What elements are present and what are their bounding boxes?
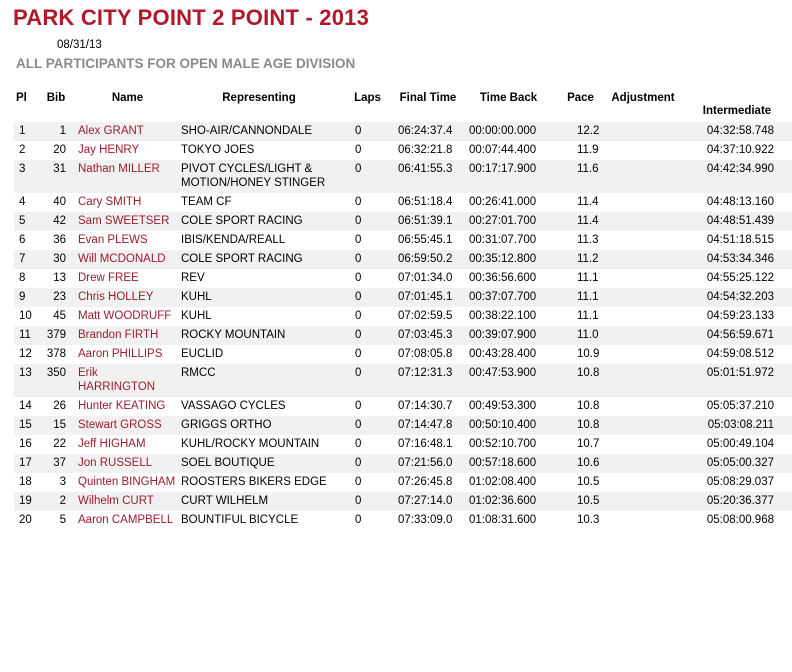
- cell-adjustment: [604, 435, 682, 454]
- table-row: [14, 193, 792, 212]
- cell-time-back: 00:35:12.800: [460, 250, 557, 269]
- cell-bib: 30: [36, 250, 76, 269]
- cell-intermediate: 04:48:51.439: [682, 212, 792, 231]
- cell-bib: 23: [36, 288, 76, 307]
- cell-time-back: 00:00:00.000: [460, 122, 557, 141]
- cell-adjustment: [604, 141, 682, 160]
- cell-laps: 0: [339, 231, 396, 250]
- cell-bib: 1: [36, 122, 76, 141]
- cell-pace: 11.4: [557, 212, 604, 231]
- cell-place: 15: [14, 416, 36, 435]
- table-row: [14, 397, 792, 416]
- cell-place: 7: [14, 250, 36, 269]
- table-row: [14, 231, 792, 250]
- cell-place: 5: [14, 212, 36, 231]
- cell-adjustment: [604, 288, 682, 307]
- cell-intermediate: 05:20:36.377: [682, 492, 792, 511]
- cell-name-link[interactable]: Jay HENRY: [76, 141, 179, 160]
- cell-final-time: 06:59:50.2: [396, 250, 460, 269]
- results-table: [14, 92, 792, 530]
- cell-representing: TOKYO JOES: [179, 141, 339, 160]
- cell-time-back: 00:27:01.700: [460, 212, 557, 231]
- table-row: [14, 212, 792, 231]
- cell-representing: GRIGGS ORTHO: [179, 416, 339, 435]
- cell-representing: COLE SPORT RACING: [179, 212, 339, 231]
- cell-name-link[interactable]: Stewart GROSS: [76, 416, 179, 435]
- cell-name-link[interactable]: Cary SMITH: [76, 193, 179, 212]
- cell-place: 18: [14, 473, 36, 492]
- table-row: [14, 416, 792, 435]
- cell-time-back: 00:43:28.400: [460, 345, 557, 364]
- table-row: [14, 269, 792, 288]
- col-header-final-time[interactable]: Final Time: [396, 92, 460, 122]
- cell-intermediate: 05:01:51.972: [682, 364, 792, 397]
- cell-intermediate: 04:56:59.671: [682, 326, 792, 345]
- cell-final-time: 06:51:39.1: [396, 212, 460, 231]
- cell-name-link[interactable]: Wilhelm CURT: [76, 492, 179, 511]
- cell-laps: 0: [339, 454, 396, 473]
- col-header-bib[interactable]: Bib: [36, 92, 76, 122]
- cell-adjustment: [604, 364, 682, 397]
- cell-intermediate: 04:54:32.203: [682, 288, 792, 307]
- cell-pace: 10.8: [557, 364, 604, 397]
- cell-representing: IBIS/KENDA/REALL: [179, 231, 339, 250]
- cell-representing: SOEL BOUTIQUE: [179, 454, 339, 473]
- cell-laps: 0: [339, 212, 396, 231]
- cell-intermediate: 05:08:00.968: [682, 511, 792, 530]
- cell-intermediate: 04:53:34.346: [682, 250, 792, 269]
- cell-laps: 0: [339, 473, 396, 492]
- cell-pace: 11.4: [557, 193, 604, 212]
- cell-place: 1: [14, 122, 36, 141]
- cell-place: 3: [14, 160, 36, 193]
- cell-time-back: 00:36:56.600: [460, 269, 557, 288]
- col-header-time-back[interactable]: Time Back: [460, 92, 557, 122]
- cell-place: 10: [14, 307, 36, 326]
- cell-time-back: 00:49:53.300: [460, 397, 557, 416]
- cell-final-time: 07:16:48.1: [396, 435, 460, 454]
- cell-bib: 15: [36, 416, 76, 435]
- cell-name-link[interactable]: Matt WOODRUFF: [76, 307, 179, 326]
- cell-final-time: 06:51:18.4: [396, 193, 460, 212]
- table-header-row: [14, 92, 792, 122]
- cell-time-back: 00:39:07.900: [460, 326, 557, 345]
- cell-pace: 10.6: [557, 454, 604, 473]
- cell-representing: KUHL: [179, 307, 339, 326]
- cell-laps: 0: [339, 435, 396, 454]
- cell-intermediate: 04:55:25.122: [682, 269, 792, 288]
- cell-final-time: 07:08:05.8: [396, 345, 460, 364]
- cell-place: 9: [14, 288, 36, 307]
- cell-adjustment: [604, 416, 682, 435]
- cell-representing: PIVOT CYCLES/LIGHT & MOTION/HONEY STINGER: [179, 160, 339, 193]
- cell-laps: 0: [339, 288, 396, 307]
- col-header-pace[interactable]: Pace: [557, 92, 604, 122]
- cell-final-time: 07:33:09.0: [396, 511, 460, 530]
- cell-representing: EUCLID: [179, 345, 339, 364]
- cell-place: 4: [14, 193, 36, 212]
- cell-time-back: 01:02:36.600: [460, 492, 557, 511]
- cell-name-link[interactable]: Aaron PHILLIPS: [76, 345, 179, 364]
- cell-laps: 0: [339, 307, 396, 326]
- cell-bib: 26: [36, 397, 76, 416]
- cell-bib: 5: [36, 511, 76, 530]
- cell-representing: ROCKY MOUNTAIN: [179, 326, 339, 345]
- cell-place: 6: [14, 231, 36, 250]
- cell-name-link[interactable]: Sam SWEETSER: [76, 212, 179, 231]
- cell-bib: 3: [36, 473, 76, 492]
- cell-place: 16: [14, 435, 36, 454]
- cell-final-time: 07:01:45.1: [396, 288, 460, 307]
- col-header-place[interactable]: Pl: [14, 92, 36, 122]
- cell-place: 2: [14, 141, 36, 160]
- cell-time-back: 00:26:41.000: [460, 193, 557, 212]
- col-header-name[interactable]: Name: [76, 92, 179, 122]
- cell-name-link[interactable]: Aaron CAMPBELL: [76, 511, 179, 530]
- cell-bib: 37: [36, 454, 76, 473]
- cell-representing: CURT WILHELM: [179, 492, 339, 511]
- event-date: 08/31/13: [57, 39, 102, 51]
- cell-time-back: 00:17:17.900: [460, 160, 557, 193]
- cell-pace: 10.8: [557, 397, 604, 416]
- cell-adjustment: [604, 231, 682, 250]
- cell-time-back: 00:57:18.600: [460, 454, 557, 473]
- cell-intermediate: 05:05:00.327: [682, 454, 792, 473]
- cell-place: 11: [14, 326, 36, 345]
- cell-name-link[interactable]: Chris HOLLEY: [76, 288, 179, 307]
- cell-place: 17: [14, 454, 36, 473]
- cell-pace: 11.6: [557, 160, 604, 193]
- cell-adjustment: [604, 269, 682, 288]
- cell-bib: 350: [36, 364, 76, 397]
- table-row: [14, 454, 792, 473]
- cell-adjustment: [604, 160, 682, 193]
- division-subtitle: ALL PARTICIPANTS FOR OPEN MALE AGE DIVISION: [16, 56, 356, 71]
- cell-laps: 0: [339, 269, 396, 288]
- cell-pace: 10.7: [557, 435, 604, 454]
- cell-final-time: 07:12:31.3: [396, 364, 460, 397]
- cell-pace: 10.5: [557, 473, 604, 492]
- cell-pace: 12.2: [557, 122, 604, 141]
- table-row: [14, 364, 792, 397]
- cell-laps: 0: [339, 345, 396, 364]
- cell-adjustment: [604, 454, 682, 473]
- cell-representing: KUHL/ROCKY MOUNTAIN: [179, 435, 339, 454]
- col-header-representing[interactable]: Representing: [179, 92, 339, 122]
- cell-representing: TEAM CF: [179, 193, 339, 212]
- cell-bib: 2: [36, 492, 76, 511]
- cell-final-time: 07:02:59.5: [396, 307, 460, 326]
- cell-pace: 10.8: [557, 416, 604, 435]
- cell-laps: 0: [339, 326, 396, 345]
- cell-final-time: 07:14:30.7: [396, 397, 460, 416]
- cell-final-time: 07:26:45.8: [396, 473, 460, 492]
- cell-time-back: 00:52:10.700: [460, 435, 557, 454]
- cell-final-time: 07:01:34.0: [396, 269, 460, 288]
- cell-laps: 0: [339, 122, 396, 141]
- cell-time-back: 00:47:53.900: [460, 364, 557, 397]
- cell-adjustment: [604, 492, 682, 511]
- cell-intermediate: 04:48:13.160: [682, 193, 792, 212]
- cell-pace: 11.1: [557, 307, 604, 326]
- cell-laps: 0: [339, 160, 396, 193]
- cell-adjustment: [604, 397, 682, 416]
- cell-bib: 31: [36, 160, 76, 193]
- cell-intermediate: 04:51:18.515: [682, 231, 792, 250]
- cell-pace: 11.0: [557, 326, 604, 345]
- cell-representing: BOUNTIFUL BICYCLE: [179, 511, 339, 530]
- cell-pace: 10.3: [557, 511, 604, 530]
- cell-representing: RMCC: [179, 364, 339, 397]
- cell-intermediate: 05:08:29.037: [682, 473, 792, 492]
- table-row: [14, 122, 792, 141]
- cell-bib: 22: [36, 435, 76, 454]
- table-row: [14, 473, 792, 492]
- cell-place: 8: [14, 269, 36, 288]
- cell-pace: 10.9: [557, 345, 604, 364]
- cell-name-link[interactable]: Evan PLEWS: [76, 231, 179, 250]
- table-row: [14, 160, 792, 193]
- cell-time-back: 00:37:07.700: [460, 288, 557, 307]
- cell-intermediate: 04:32:58.748: [682, 122, 792, 141]
- cell-laps: 0: [339, 511, 396, 530]
- table-row: [14, 307, 792, 326]
- cell-bib: 42: [36, 212, 76, 231]
- cell-name-link[interactable]: Jeff HIGHAM: [76, 435, 179, 454]
- cell-laps: 0: [339, 397, 396, 416]
- cell-laps: 0: [339, 492, 396, 511]
- cell-adjustment: [604, 212, 682, 231]
- table-row: [14, 345, 792, 364]
- cell-place: 14: [14, 397, 36, 416]
- cell-final-time: 06:32:21.8: [396, 141, 460, 160]
- table-row: [14, 141, 792, 160]
- cell-time-back: 00:07:44.400: [460, 141, 557, 160]
- cell-bib: 45: [36, 307, 76, 326]
- cell-time-back: 00:31:07.700: [460, 231, 557, 250]
- cell-pace: 11.2: [557, 250, 604, 269]
- cell-place: 13: [14, 364, 36, 397]
- cell-name-link[interactable]: Brandon FIRTH: [76, 326, 179, 345]
- cell-name-link[interactable]: Hunter KEATING: [76, 397, 179, 416]
- cell-adjustment: [604, 307, 682, 326]
- cell-adjustment: [604, 511, 682, 530]
- table-row: [14, 435, 792, 454]
- cell-intermediate: 04:59:23.133: [682, 307, 792, 326]
- cell-final-time: 07:14:47.8: [396, 416, 460, 435]
- cell-representing: COLE SPORT RACING: [179, 250, 339, 269]
- cell-representing: ROOSTERS BIKERS EDGE: [179, 473, 339, 492]
- cell-bib: 36: [36, 231, 76, 250]
- cell-intermediate: 05:05:37.210: [682, 397, 792, 416]
- cell-bib: 13: [36, 269, 76, 288]
- cell-time-back: 00:50:10.400: [460, 416, 557, 435]
- cell-name-link[interactable]: Nathan MILLER: [76, 160, 179, 193]
- cell-final-time: 06:41:55.3: [396, 160, 460, 193]
- cell-representing: REV: [179, 269, 339, 288]
- cell-adjustment: [604, 193, 682, 212]
- cell-place: 19: [14, 492, 36, 511]
- cell-pace: 11.3: [557, 231, 604, 250]
- cell-pace: 11.1: [557, 269, 604, 288]
- cell-place: 12: [14, 345, 36, 364]
- col-header-laps[interactable]: Laps: [339, 92, 396, 122]
- cell-time-back: 00:38:22.100: [460, 307, 557, 326]
- table-row: [14, 288, 792, 307]
- col-header-adjustment[interactable]: Adjustment: [604, 92, 682, 122]
- table-row: [14, 492, 792, 511]
- cell-bib: 20: [36, 141, 76, 160]
- cell-bib: 379: [36, 326, 76, 345]
- cell-adjustment: [604, 345, 682, 364]
- cell-bib: 378: [36, 345, 76, 364]
- cell-final-time: 07:03:45.3: [396, 326, 460, 345]
- cell-name-link[interactable]: Will MCDONALD: [76, 250, 179, 269]
- cell-intermediate: 04:42:34.990: [682, 160, 792, 193]
- cell-representing: SHO-AIR/CANNONDALE: [179, 122, 339, 141]
- cell-bib: 40: [36, 193, 76, 212]
- cell-representing: KUHL: [179, 288, 339, 307]
- cell-laps: 0: [339, 364, 396, 397]
- cell-name-link[interactable]: Erik HARRINGTON: [76, 364, 179, 397]
- cell-pace: 10.5: [557, 492, 604, 511]
- cell-adjustment: [604, 326, 682, 345]
- cell-laps: 0: [339, 250, 396, 269]
- results-body: [14, 122, 792, 530]
- table-row: [14, 326, 792, 345]
- cell-intermediate: 05:03:08.211: [682, 416, 792, 435]
- cell-final-time: 06:55:45.1: [396, 231, 460, 250]
- cell-place: 20: [14, 511, 36, 530]
- cell-final-time: 07:27:14.0: [396, 492, 460, 511]
- cell-intermediate: 05:00:49.104: [682, 435, 792, 454]
- cell-adjustment: [604, 473, 682, 492]
- cell-time-back: 01:08:31.600: [460, 511, 557, 530]
- col-header-intermediate[interactable]: Intermediate: [682, 92, 792, 122]
- cell-laps: 0: [339, 193, 396, 212]
- cell-name-link[interactable]: Alex GRANT: [76, 122, 179, 141]
- cell-name-link[interactable]: Quinten BINGHAM: [76, 473, 179, 492]
- cell-intermediate: 04:59:08.512: [682, 345, 792, 364]
- table-row: [14, 511, 792, 530]
- cell-final-time: 06:24:37.4: [396, 122, 460, 141]
- table-row: [14, 250, 792, 269]
- cell-final-time: 07:21:56.0: [396, 454, 460, 473]
- cell-name-link[interactable]: Jon RUSSELL: [76, 454, 179, 473]
- cell-adjustment: [604, 122, 682, 141]
- cell-representing: VASSAGO CYCLES: [179, 397, 339, 416]
- cell-pace: 11.9: [557, 141, 604, 160]
- cell-time-back: 01:02:08.400: [460, 473, 557, 492]
- cell-adjustment: [604, 250, 682, 269]
- cell-laps: 0: [339, 141, 396, 160]
- page-title: PARK CITY POINT 2 POINT - 2013: [13, 5, 370, 30]
- cell-pace: 11.1: [557, 288, 604, 307]
- cell-name-link[interactable]: Drew FREE: [76, 269, 179, 288]
- cell-laps: 0: [339, 416, 396, 435]
- cell-intermediate: 04:37:10.922: [682, 141, 792, 160]
